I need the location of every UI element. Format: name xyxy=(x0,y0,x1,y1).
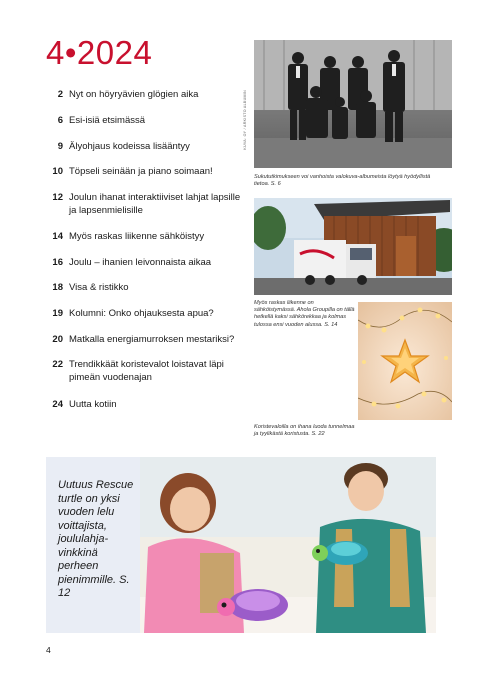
toc-page-number: 19 xyxy=(52,308,63,319)
lights-photo-caption: Koristevaloilla on ihana luoda tunnelmaa ja tyylikästä koristusta. S. 22 xyxy=(254,424,355,438)
toc-title: Myös raskas liikenne sähköistyy xyxy=(69,231,205,242)
toc-page-number: 14 xyxy=(52,231,63,242)
toc-page-number: 12 xyxy=(52,192,63,203)
toc-item[interactable] xyxy=(46,358,246,384)
toc-page-number: 9 xyxy=(57,141,63,152)
toc-item[interactable] xyxy=(46,307,246,320)
issue-title: 4•2024 xyxy=(46,34,153,71)
toc-item[interactable] xyxy=(46,256,246,269)
toc-title: Nyt on höyryävien glögien aika xyxy=(69,89,199,100)
toc-item[interactable] xyxy=(46,398,246,411)
toc-page-number: 20 xyxy=(52,334,63,345)
promo-text: Uutuus Rescue turtle on yksi vuoden lelu voittajista, joululahja-vinkkinä perheen pienimmille. S. 12 xyxy=(58,479,134,599)
toc-item[interactable] xyxy=(46,230,246,243)
toc-title: Uutta kotiin xyxy=(69,399,117,410)
toc-title: Matkalla energiamurroksen mestariksi? xyxy=(69,334,235,345)
truck-photo xyxy=(254,198,452,295)
toc-item[interactable] xyxy=(46,333,246,346)
family-photo xyxy=(254,40,452,168)
toc-title: Joulu – ihanien leivonnaista aikaa xyxy=(69,257,212,268)
page-number: 4 xyxy=(46,645,51,655)
toc-item[interactable] xyxy=(46,165,246,178)
toc-title: Kolumni: Onko ohjauksesta apua? xyxy=(69,308,214,319)
toc-item[interactable] xyxy=(46,140,246,153)
toc-item[interactable] xyxy=(46,191,246,217)
toc-page-number: 2 xyxy=(57,89,63,100)
toc-item[interactable] xyxy=(46,88,246,101)
toc-title: Esi-isiä etsimässä xyxy=(69,115,146,126)
toc-page-number: 22 xyxy=(52,359,63,370)
toc-title: Visa & ristikko xyxy=(69,282,129,293)
toc-page-number: 16 xyxy=(52,257,63,268)
family-photo-caption: Sukututkimukseen voi vanhoista valokuva-albumeista löytyä hyödyllistä tietoa. S. 6 xyxy=(254,174,431,188)
toc-item[interactable] xyxy=(46,281,246,294)
kids-toy-photo xyxy=(140,457,436,633)
toc-page-number: 10 xyxy=(52,166,63,177)
toc-title: Joulun ihanat interaktiiviset lahjat lapsille ja lapsenmielisille xyxy=(69,192,241,216)
toc-item[interactable] xyxy=(46,114,246,127)
lights-photo xyxy=(358,302,452,420)
toc-page-number: 18 xyxy=(52,282,63,293)
photo-credit: KUVA: OY / ARKISTO ALBUMIN xyxy=(243,90,247,150)
truck-photo-caption: Myös raskas liikenne on sähköistymässä. Ahola Groupilla on tällä hetkellä kaksi sähkörekkaa ja kolmas tulossa ensi vuoden alussa. S. 14 xyxy=(254,300,355,328)
toc-title: Trendikkäät koristevalot loistavat läpi pimeän vuodenajan xyxy=(69,359,224,383)
toc-title: Töpseli seinään ja piano soimaan! xyxy=(69,166,213,177)
toc-title: Älyohjaus kodeissa lisääntyy xyxy=(69,141,190,152)
toc-page-number: 24 xyxy=(52,399,63,410)
toc-page-number: 6 xyxy=(57,115,63,126)
